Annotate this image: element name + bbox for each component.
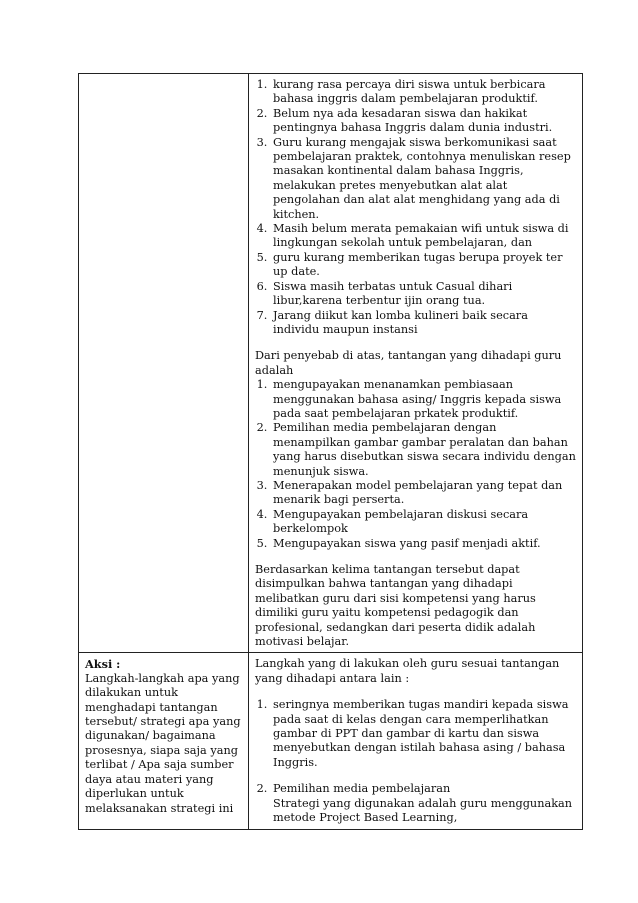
challenges-list bbox=[255, 378, 576, 551]
steps-list-1 bbox=[255, 698, 576, 770]
table-row bbox=[79, 653, 583, 829]
aksi-question: Langkah-langkah apa yang dilakukan untuk menghadapi tantangan tersebut/ strategi apa yang digunakan/ bagaimana prosesnya, siapa saja yang terlibat / Apa saja sumber daya atau materi yang diperlukan untuk melaksanakan strategi ini bbox=[85, 671, 241, 815]
list-item bbox=[271, 782, 576, 825]
list-item: 5. Mengupayakan siswa yang pasif menjadi aktif. bbox=[271, 537, 576, 551]
list-item: 1. mengupayakan menanamkan pembiasaan menggunakan bahasa asing/ Inggris kepada siswa pada saat pembelajaran prkatek produktif. bbox=[271, 378, 576, 421]
left-cell-aksi bbox=[79, 653, 249, 829]
table-row bbox=[79, 74, 583, 653]
steps-list-2 bbox=[255, 782, 576, 825]
list-item: 1. kurang rasa percaya diri siswa untuk berbicara bahasa inggris dalam pembelajaran produktif. bbox=[271, 78, 576, 107]
left-cell-empty bbox=[79, 74, 249, 653]
challenges-intro: Dari penyebab di atas, tantangan yang dihadapi guru adalah bbox=[255, 349, 562, 377]
step2-title: Pemilihan media pembelajaran bbox=[273, 782, 451, 796]
steps-intro: Langkah yang di lakukan oleh guru sesuai tantangan yang dihadapi antara lain : bbox=[255, 657, 560, 685]
list-item: 4. Masih belum merata pemakaian wifi untuk siswa di lingkungan sekolah untuk pembelajaran, dan bbox=[271, 222, 576, 251]
list-item: 4. Mengupayakan pembelajaran diskusi secara berkelompok bbox=[271, 508, 576, 537]
list-item: 3. Guru kurang mengajak siswa berkomunikasi saat pembelajaran praktek, contohnya menuliskan resep masakan kontinental dalam bahasa Inggris, melakukan pretes menyebutkan alat alat pengolahan dan alat alat menghidang yang ada di kitchen. bbox=[271, 136, 576, 222]
right-cell-steps bbox=[249, 653, 583, 829]
list-item: 6. Siswa masih terbatas untuk Casual dihari libur,karena terbentur ijin orang tua. bbox=[271, 280, 576, 309]
right-cell-causes bbox=[249, 74, 583, 653]
reflection-table bbox=[78, 73, 583, 830]
list-item: 2. Belum nya ada kesadaran siswa dan hakikat pentingnya bahasa Inggris dalam dunia industri. bbox=[271, 107, 576, 136]
aksi-label: Aksi : bbox=[85, 657, 121, 672]
step2-detail: Strategi yang digunakan adalah guru menggunakan metode Project Based Learning, bbox=[273, 796, 573, 825]
list-item: 7. Jarang diikut kan lomba kulineri baik secara individu maupun instansi bbox=[271, 309, 576, 338]
list-item: 1. seringnya memberikan tugas mandiri kepada siswa pada saat di kelas dengan cara memperlihatkan gambar di PPT dan gambar di kartu dan siswa menyebutkan dengan istilah bahasa asing / bahasa Inggris. bbox=[271, 698, 576, 770]
list-item: 3. Menerapakan model pembelajaran yang tepat dan menarik bagi perserta. bbox=[271, 479, 576, 508]
causes-list bbox=[255, 78, 576, 337]
conclusion-paragraph: Berdasarkan kelima tantangan tersebut dapat disimpulkan bahwa tantangan yang dihadapi melibatkan guru dari sisi kompetensi yang harus dimiliki guru yaitu kompetensi pedagogik dan profesional, sedangkan dari peserta didik adalah motivasi belajar. bbox=[255, 563, 536, 649]
list-item: 2. Pemilihan media pembelajaran dengan menampilkan gambar gambar peralatan dan bahan yang harus disebutkan siswa secara individu dengan menunjuk siswa. bbox=[271, 421, 576, 479]
list-item: 5. guru kurang memberikan tugas berupa proyek ter up date. bbox=[271, 251, 576, 280]
